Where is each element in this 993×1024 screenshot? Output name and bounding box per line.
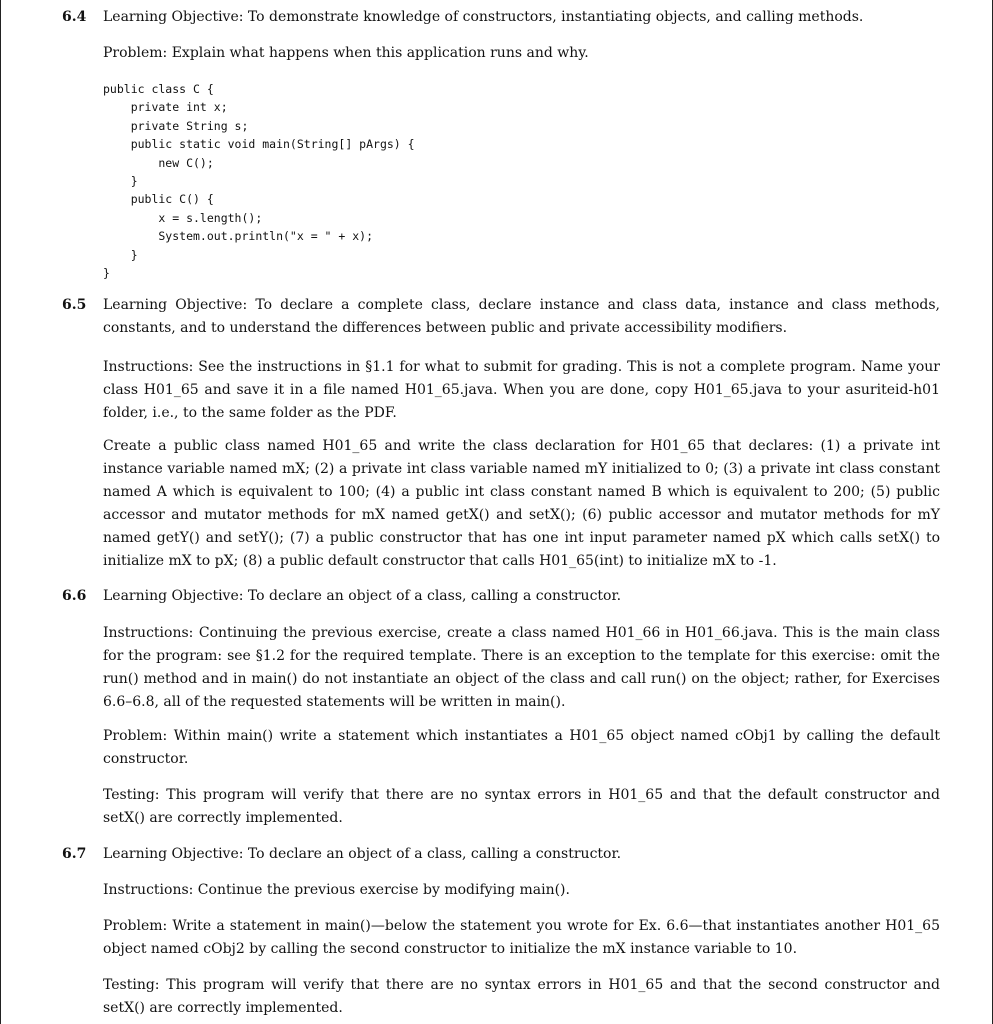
instructions-6-6: Instructions: Continuing the previous exercise, create a class named H01_66 in H01_66.java. This is the main class for the program: see §1.2 for the required template. There is an exception to the template for this exercise: omit the run() method and in main() do not instantiate an object of the class and call run() on the object; rather, for Exercises 6.6–6.8, all of the requested statements will be written in main(). [103, 625, 940, 710]
testing-6-6: Testing: This program will verify that there are no syntax errors in H01_65 and that the default constructor and setX() are correctly implemented. [103, 787, 940, 826]
objective-6-4: Learning Objective: To demonstrate knowledge of constructors, instantiating objects, and calling methods. [103, 9, 864, 25]
objective-6-7: Learning Objective: To declare an object of a class, calling a constructor. [103, 846, 622, 862]
exercise-number-6-4: 6.4 [62, 9, 87, 25]
instructions-6-5: Instructions: See the instructions in §1.1 for what to submit for grading. This is not a complete program. Name your class H01_65 and save it in a file named H01_65.java. When you are done, copy H01_65.java to your asuriteid-h01 folder, i.e., to the same folder as the PDF. [103, 359, 940, 421]
code-listing-6-4: public class C { private int x; private String s; public static void main(String[] pArgs) { new C(); } public C() { x = s.length(); System.out.println("x = " + x); } } [103, 82, 415, 281]
testing-6-7: Testing: This program will verify that there are no syntax errors in H01_65 and that the second constructor and setX() are correctly implemented. [103, 977, 940, 1016]
create-instructions-6-5: Create a public class named H01_65 and write the class declaration for H01_65 that declares: (1) a private int instance variable named mX; (2) a private int class variable named mY initialized to 0; (3) a private int class constant named A which is equivalent to 100; (4) a public int class constant named B which is equivalent to 200; (5) public accessor and mutator methods for mX named getX() and setX(); (6) public accessor and mutator methods for mY named getY() and setY(); (7) a public constructor that has one int input parameter named pX which calls setX() to initialize mX to pX; (8) a public default constructor that calls H01_65(int) to initialize mX to -1. [103, 438, 940, 569]
problem-6-6: Problem: Within main() write a statement which instantiates a H01_65 object named cObj1 by calling the default constructor. [103, 728, 940, 767]
instructions-6-7: Instructions: Continue the previous exercise by modifying main(). [103, 882, 570, 898]
problem-6-7: Problem: Write a statement in main()—below the statement you wrote for Ex. 6.6—that instantiates another H01_65 object named cObj2 by calling the second constructor to initialize the mX instance variable to 10. [103, 918, 940, 957]
problem-6-4: Problem: Explain what happens when this application runs and why. [103, 45, 589, 61]
exercise-number-6-6: 6.6 [62, 588, 87, 604]
objective-6-6: Learning Objective: To declare an object of a class, calling a constructor. [103, 588, 622, 604]
objective-6-5: Learning Objective: To declare a complete class, declare instance and class data, instance and class methods, constants, and to understand the differences between public and private accessibility modifiers. [103, 297, 940, 336]
exercise-number-6-7: 6.7 [62, 846, 87, 862]
exercise-number-6-5: 6.5 [62, 297, 87, 313]
